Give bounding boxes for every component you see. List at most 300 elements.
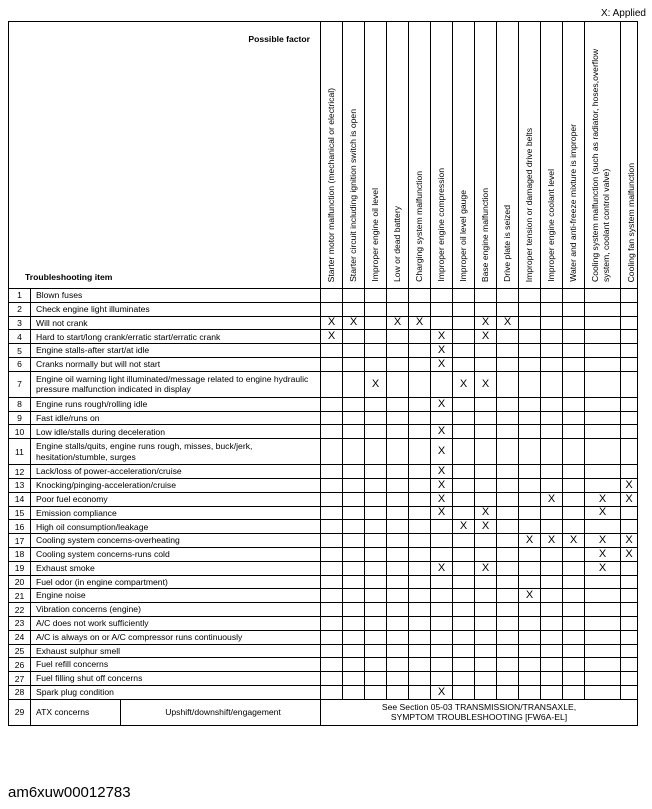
empty-cell <box>321 411 343 425</box>
empty-cell <box>343 547 365 561</box>
troubleshooting-item: Cooling system concerns-overheating <box>31 534 321 548</box>
empty-cell <box>519 478 541 492</box>
table-row <box>9 439 638 465</box>
empty-cell <box>365 685 387 699</box>
row-number: 12 <box>9 465 31 479</box>
empty-cell <box>431 371 453 397</box>
empty-cell <box>409 575 431 589</box>
empty-cell <box>409 478 431 492</box>
empty-cell <box>343 672 365 686</box>
empty-cell <box>453 344 475 358</box>
applied-mark: X <box>343 316 365 330</box>
factor-label: Base engine malfunction <box>480 187 490 282</box>
empty-cell <box>585 425 621 439</box>
empty-cell <box>541 616 563 630</box>
empty-cell <box>453 478 475 492</box>
empty-cell <box>409 561 431 575</box>
empty-cell <box>621 302 638 316</box>
empty-cell <box>497 589 519 603</box>
table-row <box>9 425 638 439</box>
empty-cell <box>365 575 387 589</box>
empty-cell <box>387 520 409 534</box>
applied-mark: X <box>475 520 497 534</box>
empty-cell <box>321 371 343 397</box>
empty-cell <box>563 685 585 699</box>
empty-cell <box>343 425 365 439</box>
table-row <box>9 302 638 316</box>
empty-cell <box>519 658 541 672</box>
factor-label: Cooling system malfunction (such as radiator, hoses,overflow system, coolant control valve) <box>590 48 611 282</box>
empty-cell <box>541 371 563 397</box>
empty-cell <box>585 672 621 686</box>
troubleshooting-item: Lack/loss of power-acceleration/cruise <box>31 465 321 479</box>
empty-cell <box>621 644 638 658</box>
empty-cell <box>621 357 638 371</box>
empty-cell <box>475 589 497 603</box>
empty-cell <box>563 644 585 658</box>
empty-cell <box>321 589 343 603</box>
empty-cell <box>585 589 621 603</box>
table-row <box>9 289 638 303</box>
empty-cell <box>541 672 563 686</box>
empty-cell <box>541 520 563 534</box>
row-number: 22 <box>9 603 31 617</box>
empty-cell <box>563 425 585 439</box>
empty-cell <box>621 520 638 534</box>
empty-cell <box>409 685 431 699</box>
empty-cell <box>475 478 497 492</box>
empty-cell <box>409 534 431 548</box>
empty-cell <box>563 520 585 534</box>
troubleshooting-item: High oil consumption/leakage <box>31 520 321 534</box>
troubleshooting-item: Blown fuses <box>31 289 321 303</box>
empty-cell <box>453 425 475 439</box>
empty-cell <box>585 658 621 672</box>
empty-cell <box>563 397 585 411</box>
empty-cell <box>431 658 453 672</box>
empty-cell <box>519 685 541 699</box>
empty-cell <box>387 685 409 699</box>
empty-cell <box>321 289 343 303</box>
row-number: 19 <box>9 561 31 575</box>
empty-cell <box>453 397 475 411</box>
table-row <box>9 316 638 330</box>
empty-cell <box>475 289 497 303</box>
empty-cell <box>475 439 497 465</box>
empty-cell <box>387 603 409 617</box>
empty-cell <box>387 492 409 506</box>
empty-cell <box>475 465 497 479</box>
applied-mark: X <box>519 534 541 548</box>
empty-cell <box>519 520 541 534</box>
empty-cell <box>343 506 365 520</box>
empty-cell <box>365 478 387 492</box>
empty-cell <box>431 616 453 630</box>
troubleshooting-item: Cooling system concerns-runs cold <box>31 547 321 561</box>
troubleshooting-item: Cranks normally but will not start <box>31 357 321 371</box>
empty-cell <box>541 289 563 303</box>
troubleshooting-item: Exhaust sulphur smell <box>31 644 321 658</box>
empty-cell <box>431 547 453 561</box>
empty-cell <box>621 316 638 330</box>
empty-cell <box>321 630 343 644</box>
empty-cell <box>541 506 563 520</box>
empty-cell <box>321 561 343 575</box>
table-row <box>9 478 638 492</box>
applied-mark: X <box>453 520 475 534</box>
empty-cell <box>321 302 343 316</box>
empty-cell <box>475 302 497 316</box>
empty-cell <box>585 397 621 411</box>
applied-mark: X <box>585 492 621 506</box>
empty-cell <box>453 589 475 603</box>
row-number: 7 <box>9 371 31 397</box>
empty-cell <box>453 492 475 506</box>
factor-label: Water and anti-freeze mixture is improper <box>568 124 578 282</box>
empty-cell <box>519 603 541 617</box>
empty-cell <box>497 672 519 686</box>
empty-cell <box>431 589 453 603</box>
factor-header-13 <box>585 22 621 289</box>
empty-cell <box>343 575 365 589</box>
table-row <box>9 672 638 686</box>
empty-cell <box>365 316 387 330</box>
row-number: 28 <box>9 685 31 699</box>
empty-cell <box>431 534 453 548</box>
empty-cell <box>585 644 621 658</box>
empty-cell <box>497 547 519 561</box>
empty-cell <box>453 575 475 589</box>
empty-cell <box>519 371 541 397</box>
empty-cell <box>541 603 563 617</box>
factor-label: Improper engine oil level <box>370 188 380 282</box>
empty-cell <box>343 397 365 411</box>
empty-cell <box>497 534 519 548</box>
empty-cell <box>621 589 638 603</box>
empty-cell <box>365 344 387 358</box>
empty-cell <box>453 439 475 465</box>
empty-cell <box>563 547 585 561</box>
empty-cell <box>621 439 638 465</box>
empty-cell <box>365 644 387 658</box>
empty-cell <box>475 575 497 589</box>
empty-cell <box>519 411 541 425</box>
table-row <box>9 561 638 575</box>
empty-cell <box>453 603 475 617</box>
empty-cell <box>519 465 541 479</box>
table-row <box>9 575 638 589</box>
empty-cell <box>453 506 475 520</box>
empty-cell <box>541 589 563 603</box>
row-number: 27 <box>9 672 31 686</box>
empty-cell <box>409 658 431 672</box>
troubleshooting-item-label: Troubleshooting item <box>25 272 113 282</box>
empty-cell <box>519 357 541 371</box>
applied-mark: X <box>431 561 453 575</box>
troubleshooting-item: Fuel refill concerns <box>31 658 321 672</box>
empty-cell <box>343 371 365 397</box>
applied-mark: X <box>431 344 453 358</box>
troubleshooting-item: ATX concerns <box>31 699 121 725</box>
empty-cell <box>497 302 519 316</box>
empty-cell <box>321 575 343 589</box>
empty-cell <box>497 603 519 617</box>
empty-cell <box>343 534 365 548</box>
empty-cell <box>585 685 621 699</box>
empty-cell <box>453 534 475 548</box>
row-number: 11 <box>9 439 31 465</box>
row-number: 8 <box>9 397 31 411</box>
empty-cell <box>541 561 563 575</box>
empty-cell <box>519 316 541 330</box>
empty-cell <box>497 644 519 658</box>
empty-cell <box>321 439 343 465</box>
empty-cell <box>387 672 409 686</box>
empty-cell <box>497 630 519 644</box>
row-number: 26 <box>9 658 31 672</box>
empty-cell <box>387 330 409 344</box>
row-number: 15 <box>9 506 31 520</box>
empty-cell <box>365 397 387 411</box>
empty-cell <box>343 685 365 699</box>
empty-cell <box>621 506 638 520</box>
table-row <box>9 330 638 344</box>
applied-mark: X <box>431 685 453 699</box>
empty-cell <box>365 439 387 465</box>
row-number: 20 <box>9 575 31 589</box>
empty-cell <box>497 397 519 411</box>
empty-cell <box>475 630 497 644</box>
empty-cell <box>621 411 638 425</box>
troubleshooting-item: Engine noise <box>31 589 321 603</box>
factor-label: Low or dead battery <box>392 206 402 282</box>
empty-cell <box>475 344 497 358</box>
empty-cell <box>387 465 409 479</box>
empty-cell <box>453 616 475 630</box>
empty-cell <box>585 289 621 303</box>
empty-cell <box>541 302 563 316</box>
table-row <box>9 344 638 358</box>
empty-cell <box>497 520 519 534</box>
empty-cell <box>387 357 409 371</box>
empty-cell <box>585 357 621 371</box>
empty-cell <box>497 561 519 575</box>
empty-cell <box>387 439 409 465</box>
empty-cell <box>585 478 621 492</box>
empty-cell <box>365 357 387 371</box>
empty-cell <box>365 492 387 506</box>
empty-cell <box>321 547 343 561</box>
factor-header-10 <box>519 22 541 289</box>
empty-cell <box>563 575 585 589</box>
empty-cell <box>321 534 343 548</box>
applied-mark: X <box>621 547 638 561</box>
empty-cell <box>585 575 621 589</box>
empty-cell <box>453 316 475 330</box>
empty-cell <box>621 397 638 411</box>
troubleshooting-item: Check engine light illuminates <box>31 302 321 316</box>
empty-cell <box>585 316 621 330</box>
empty-cell <box>541 644 563 658</box>
empty-cell <box>541 547 563 561</box>
empty-cell <box>409 357 431 371</box>
row-number: 18 <box>9 547 31 561</box>
empty-cell <box>541 478 563 492</box>
row-number: 10 <box>9 425 31 439</box>
empty-cell <box>409 465 431 479</box>
applied-mark: X <box>409 316 431 330</box>
legend-applied: X: Applied <box>600 8 646 19</box>
row-number: 1 <box>9 289 31 303</box>
empty-cell <box>387 547 409 561</box>
empty-cell <box>321 397 343 411</box>
row-number: 6 <box>9 357 31 371</box>
factor-header-2 <box>343 22 365 289</box>
empty-cell <box>387 397 409 411</box>
empty-cell <box>365 616 387 630</box>
applied-mark: X <box>621 478 638 492</box>
factor-header-5 <box>409 22 431 289</box>
empty-cell <box>585 330 621 344</box>
empty-cell <box>475 357 497 371</box>
empty-cell <box>321 520 343 534</box>
empty-cell <box>563 357 585 371</box>
empty-cell <box>563 561 585 575</box>
troubleshooting-item: Fuel odor (in engine compartment) <box>31 575 321 589</box>
empty-cell <box>453 685 475 699</box>
troubleshooting-item: Fast idle/runs on <box>31 411 321 425</box>
empty-cell <box>475 672 497 686</box>
empty-cell <box>585 465 621 479</box>
table-row <box>9 465 638 479</box>
empty-cell <box>409 672 431 686</box>
empty-cell <box>541 465 563 479</box>
empty-cell <box>453 302 475 316</box>
empty-cell <box>387 616 409 630</box>
empty-cell <box>497 371 519 397</box>
empty-cell <box>321 357 343 371</box>
table-row <box>9 644 638 658</box>
empty-cell <box>409 344 431 358</box>
figure-id: am6xuw00012783 <box>8 784 131 801</box>
table-row <box>9 534 638 548</box>
troubleshooting-item: Exhaust smoke <box>31 561 321 575</box>
empty-cell <box>497 357 519 371</box>
factor-label: Cooling fan system malfunction <box>626 162 636 282</box>
empty-cell <box>409 603 431 617</box>
empty-cell <box>621 616 638 630</box>
empty-cell <box>475 534 497 548</box>
empty-cell <box>519 575 541 589</box>
applied-mark: X <box>453 371 475 397</box>
empty-cell <box>563 411 585 425</box>
factor-header-1 <box>321 22 343 289</box>
empty-cell <box>365 506 387 520</box>
empty-cell <box>453 658 475 672</box>
empty-cell <box>563 616 585 630</box>
troubleshooting-item: Knocking/pinging-acceleration/cruise <box>31 478 321 492</box>
empty-cell <box>453 330 475 344</box>
empty-cell <box>431 316 453 330</box>
empty-cell <box>497 330 519 344</box>
troubleshooting-item: Engine stalls-after start/at idle <box>31 344 321 358</box>
empty-cell <box>475 492 497 506</box>
empty-cell <box>621 630 638 644</box>
empty-cell <box>497 492 519 506</box>
empty-cell <box>519 672 541 686</box>
row-number: 14 <box>9 492 31 506</box>
empty-cell <box>321 616 343 630</box>
troubleshooting-item: Poor fuel economy <box>31 492 321 506</box>
empty-cell <box>387 575 409 589</box>
troubleshooting-item: Fuel filling shut off concerns <box>31 672 321 686</box>
empty-cell <box>585 302 621 316</box>
row-number: 5 <box>9 344 31 358</box>
empty-cell <box>585 630 621 644</box>
factor-label: Improper engine coolant level <box>546 169 556 282</box>
row-number: 21 <box>9 589 31 603</box>
note-line: SYMPTOM TROUBLESHOOTING [FW6A-EL] <box>390 712 568 723</box>
empty-cell <box>519 289 541 303</box>
section-reference-note <box>321 699 638 725</box>
row-number: 24 <box>9 630 31 644</box>
empty-cell <box>387 371 409 397</box>
applied-mark: X <box>387 316 409 330</box>
empty-cell <box>321 465 343 479</box>
empty-cell <box>563 330 585 344</box>
empty-cell <box>387 344 409 358</box>
empty-cell <box>409 302 431 316</box>
empty-cell <box>343 603 365 617</box>
empty-cell <box>431 644 453 658</box>
applied-mark: X <box>519 589 541 603</box>
empty-cell <box>475 685 497 699</box>
table-row <box>9 506 638 520</box>
row-number: 17 <box>9 534 31 548</box>
factor-label: Improper tension or damaged drive belts <box>524 127 534 282</box>
empty-cell <box>519 644 541 658</box>
empty-cell <box>541 344 563 358</box>
empty-cell <box>519 561 541 575</box>
empty-cell <box>409 589 431 603</box>
empty-cell <box>563 371 585 397</box>
factor-header-7 <box>453 22 475 289</box>
empty-cell <box>365 289 387 303</box>
empty-cell <box>497 658 519 672</box>
troubleshooting-item: Low idle/stalls during deceleration <box>31 425 321 439</box>
empty-cell <box>497 425 519 439</box>
factor-label: Starter circuit including ignition switch is open <box>348 109 358 282</box>
empty-cell <box>585 371 621 397</box>
empty-cell <box>541 575 563 589</box>
empty-cell <box>585 603 621 617</box>
applied-mark: X <box>431 357 453 371</box>
empty-cell <box>343 302 365 316</box>
troubleshooting-item: Hard to start/long crank/erratic start/erratic crank <box>31 330 321 344</box>
empty-cell <box>365 589 387 603</box>
empty-cell <box>365 547 387 561</box>
empty-cell <box>409 492 431 506</box>
empty-cell <box>409 520 431 534</box>
empty-cell <box>497 344 519 358</box>
troubleshooting-item: Spark plug condition <box>31 685 321 699</box>
empty-cell <box>519 547 541 561</box>
applied-mark: X <box>563 534 585 548</box>
table-row <box>9 685 638 699</box>
applied-mark: X <box>621 492 638 506</box>
empty-cell <box>621 465 638 479</box>
applied-mark: X <box>431 478 453 492</box>
